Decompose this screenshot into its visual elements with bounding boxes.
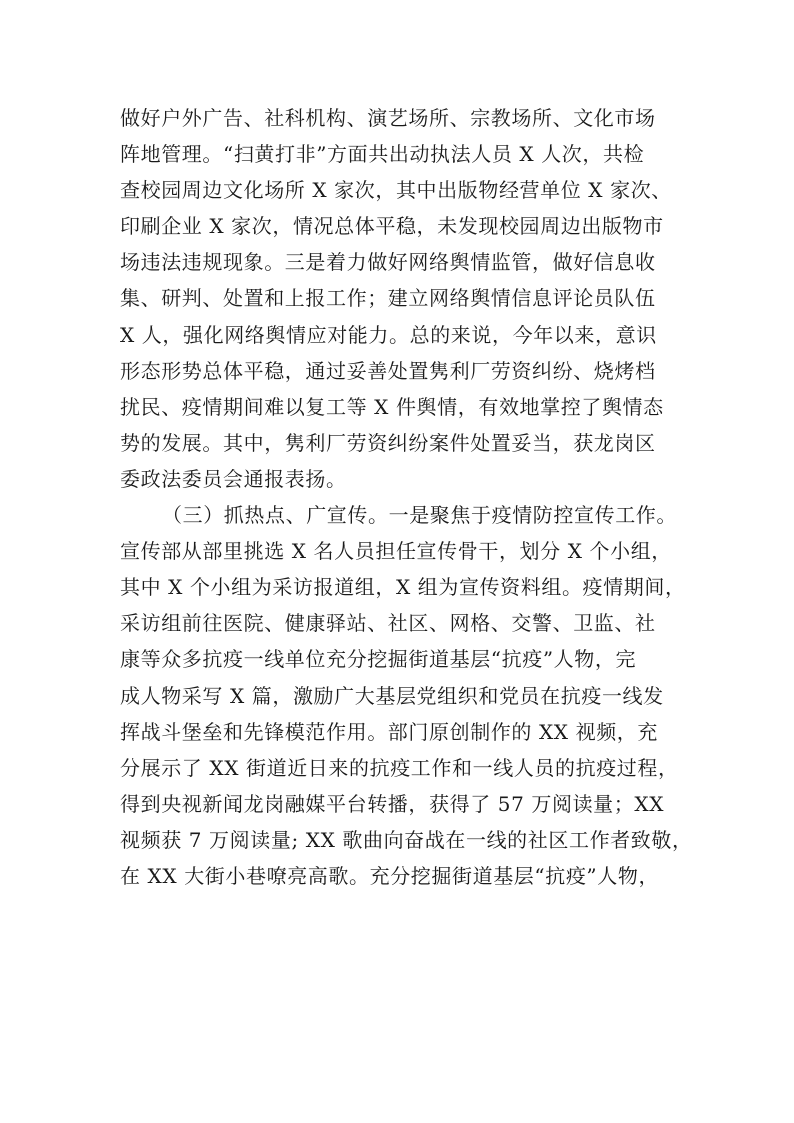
text-line: 采访组前往医院、健康驿站、社区、网格、交警、卫监、社 [120,611,656,636]
text-line: 阵地管理。“扫黄打非”方面共出动执法人员 X 人次，共检 [120,142,645,167]
text-line: 分展示了 XX 街道近日来的抗疫工作和一线人员的抗疫过程， [120,755,679,780]
text-line: 形态形势总体平稳，通过妥善处置隽利厂劳资纠纷、烧烤档 [120,358,656,383]
text-line: 印刷企业 X 家次，情况总体平稳，未发现校园周边出版物市 [120,214,664,239]
text-line: 视频获 7 万阅读量; XX 歌曲向奋战在一线的社区工作者致敬， [120,827,693,852]
text-line: 得到央视新闻龙岗融媒平台转播，获得了 57 万阅读量；XX [120,791,665,816]
text-line: 挥战斗堡垒和先锋模范作用。部门原创制作的 XX 视频，充 [120,719,658,744]
text-line: 其中 X 个小组为采访报道组，X 组为宣传资料组。疫情期间， [120,575,686,600]
text-line: 成人物采写 X 篇，激励广大基层党组织和党员在抗疫一线发 [120,683,664,708]
body-text [120,100,693,894]
text-line: 做好户外广告、社科机构、演艺场所、宗教场所、文化市场 [120,106,656,130]
text-line: 查校园周边文化场所 X 家次，其中出版物经营单位 X 家次、 [120,178,672,203]
text-line: 集、研判、处置和上报工作；建立网络舆情信息评论员队伍 [120,286,656,311]
text-line: 在 XX 大街小巷嘹亮高歌。充分挖掘街道基层“抗疫”人物， [120,863,660,888]
section-heading-line: （三）抓热点、广宣传。一是聚焦于疫情防控宣传工作。 [162,503,677,528]
text-line: 场违法违规现象。三是着力做好网络舆情监管，做好信息收 [120,250,656,275]
text-line: 势的发展。其中，隽利厂劳资纠纷案件处置妥当，获龙岗区 [120,430,656,455]
text-line: 委政法委员会通报表扬。 [120,466,347,491]
text-line: 扰民、疫情期间难以复工等 X 件舆情，有效地掌控了舆情态 [120,394,664,419]
text-line: X 人，强化网络舆情应对能力。总的来说，今年以来，意识 [120,322,657,347]
text-line: 宣传部从部里挑选 X 名人员担任宣传骨干，划分 X 个小组， [120,539,672,564]
text-line: 康等众多抗疫一线单位充分挖掘街道基层“抗疫”人物，完 [120,647,637,672]
